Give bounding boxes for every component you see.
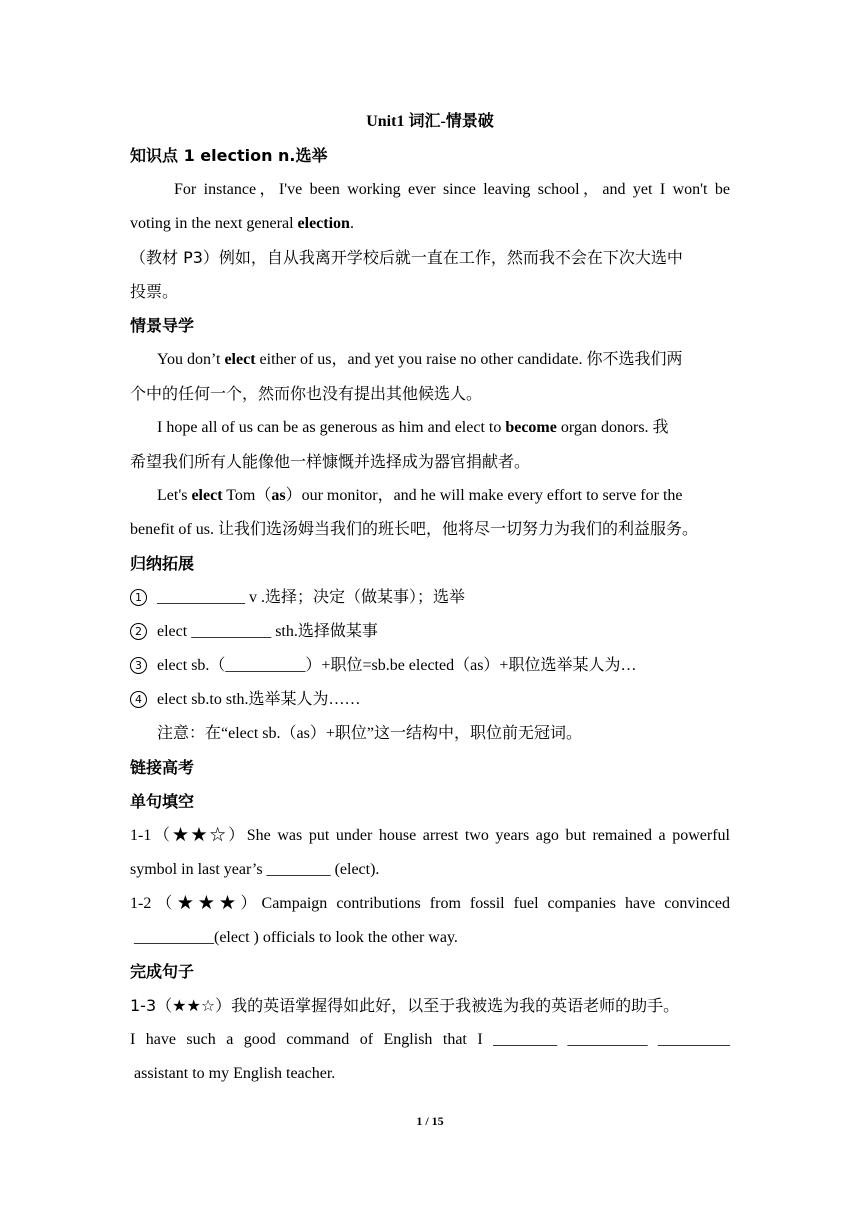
question-1-3-line-1: I have such a good command of English that I ________ __________ _________ [130, 1031, 730, 1048]
question-1-3-prompt: 1-3（★★☆）我的英语掌握得如此好，以至于我被选为我的英语老师的助手。 [130, 996, 680, 1015]
summary-item-text: elect __________ sth.选择做某事 [157, 623, 378, 640]
scene-text: You don’t [157, 351, 225, 368]
circled-number: 3 [130, 657, 147, 674]
example-line-2 [130, 214, 730, 234]
example-translation-1: （教材 P3）例如，自从我离开学校后就一直在工作，然而我不会在下次大选中 [130, 248, 683, 267]
scene-heading: 情景导学 [130, 316, 195, 335]
scene-sentence-2-cont: 希望我们所有人能像他一样慷慨并选择成为器官捐献者。 [130, 452, 531, 471]
summary-item [130, 622, 730, 642]
scene-keyword: become [505, 419, 557, 436]
scene-text: organ donors. 我 [556, 419, 669, 436]
summary-item [130, 690, 730, 710]
circled-number: 1 [130, 589, 147, 606]
question-1-2-line-2: __________(elect ) officials to look the other way. [130, 929, 458, 946]
scene-sentence-3-cont: benefit of us. 让我们选汤姆当我们的班长吧，他将尽一切努力为我们的利益服务。 [130, 521, 698, 538]
circled-number: 4 [130, 691, 147, 708]
example-translation-2: 投票。 [130, 282, 179, 301]
scene-keyword: elect [224, 351, 256, 368]
scene-sentence-2 [157, 418, 730, 438]
question-1-1-line-2: symbol in last year’s ________ (elect). [130, 861, 380, 878]
scene-sentence-3 [157, 486, 730, 506]
example-line-1: For instance，I've been working ever since leaving school，and yet I won't be [174, 181, 730, 198]
scene-text: ）our monitor，and he will make every effort to serve for the [285, 487, 683, 504]
scene-text: Tom（ [222, 487, 272, 504]
summary-item-text: elect sb.to sth.选举某人为…… [157, 691, 361, 708]
fill-in-heading: 单句填空 [130, 792, 195, 811]
summary-item-text: ___________ v .选择；决定（做某事）；选举 [157, 589, 466, 606]
complete-sentence-heading: 完成句子 [130, 962, 195, 981]
circled-number: 2 [130, 623, 147, 640]
scene-keyword: elect [191, 487, 223, 504]
scene-text: I hope all of us can be as generous as him and elect to [157, 419, 506, 436]
scene-sentence-1-cont: 个中的任何一个，然而你也没有提出其他候选人。 [130, 384, 483, 403]
summary-note: 注意：在“elect sb.（as）+职位”这一结构中，职位前无冠词。 [157, 725, 582, 742]
example-keyword: election [297, 215, 350, 232]
gaokao-heading: 链接高考 [130, 758, 195, 777]
scene-keyword: as [271, 487, 286, 504]
example-text: voting in the next general [130, 215, 298, 232]
scene-text: Let's [157, 487, 192, 504]
point-heading: 知识点 1 election n.选举 [130, 146, 328, 165]
page-number: 1 / 15 [416, 1114, 444, 1128]
example-period: . [349, 215, 354, 232]
question-1-3-line-2: assistant to my English teacher. [130, 1065, 336, 1082]
scene-text: either of us，and yet you raise no other candidate. 你不选我们两 [255, 351, 683, 368]
scene-sentence-1 [157, 350, 730, 370]
question-1-1-line-1: 1-1（★★☆）She was put under house arrest two years ago but remained a powerful [130, 827, 730, 844]
summary-item-text: elect sb.（__________）+职位=sb.be elected（as）+职位选举某人为… [157, 657, 637, 674]
summary-heading: 归纳拓展 [130, 554, 195, 573]
summary-item [130, 588, 730, 608]
summary-item [130, 656, 730, 676]
page-title: Unit1 词汇-情景破 [366, 113, 494, 130]
question-1-2-line-1: 1-2（★★★）Campaign contributions from fossil fuel companies have convinced [130, 895, 730, 912]
